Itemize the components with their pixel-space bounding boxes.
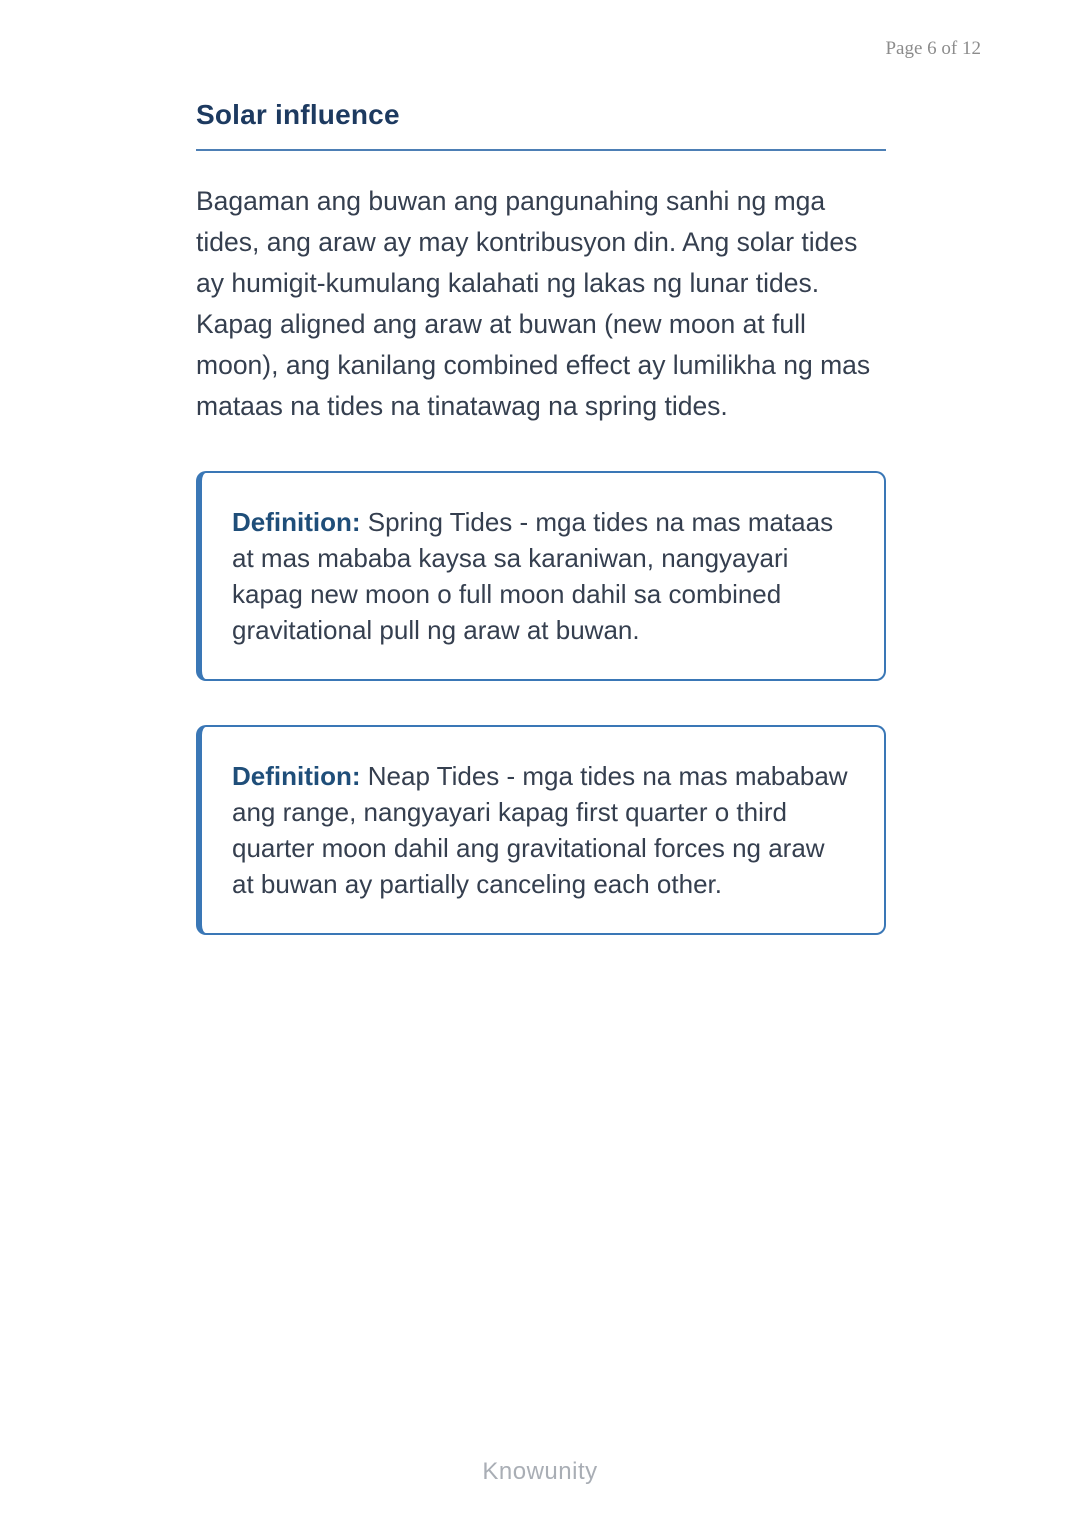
definition-callout-neap-tides xyxy=(196,725,886,935)
definition-label: Definition: xyxy=(232,507,361,537)
body-paragraph: Bagaman ang buwan ang pangunahing sanhi ng mga tides, ang araw ay may kontribusyon din. Ang solar tides ay humigit-kumulang kalahati ng lakas ng lunar tides. Kapag aligned ang araw at buwan (new moon at full moon), ang kanilang combined effect ay lumilikha ng mas mataas na tides na tinatawag na spring tides. xyxy=(196,186,871,421)
page-number-indicator: Page 6 of 12 xyxy=(885,38,981,59)
definition-label: Definition: xyxy=(232,761,361,791)
definition-callout-spring-tides xyxy=(196,471,886,681)
document-content xyxy=(196,99,886,935)
definition-text: Neap Tides - mga tides na mas mababaw ang range, nangyayari kapag first quarter o third quarter moon dahil ang gravitational forces ng araw at buwan ay partially canceling each other. xyxy=(232,761,848,899)
definition-text: Spring Tides - mga tides na mas mataas at mas mababa kaysa sa karaniwan, nangyayari kapag new moon o full moon dahil sa combined gravitational pull ng araw at buwan. xyxy=(232,507,834,645)
section-heading: Solar influence xyxy=(196,99,886,151)
footer-brand: Knowunity xyxy=(482,1458,598,1485)
